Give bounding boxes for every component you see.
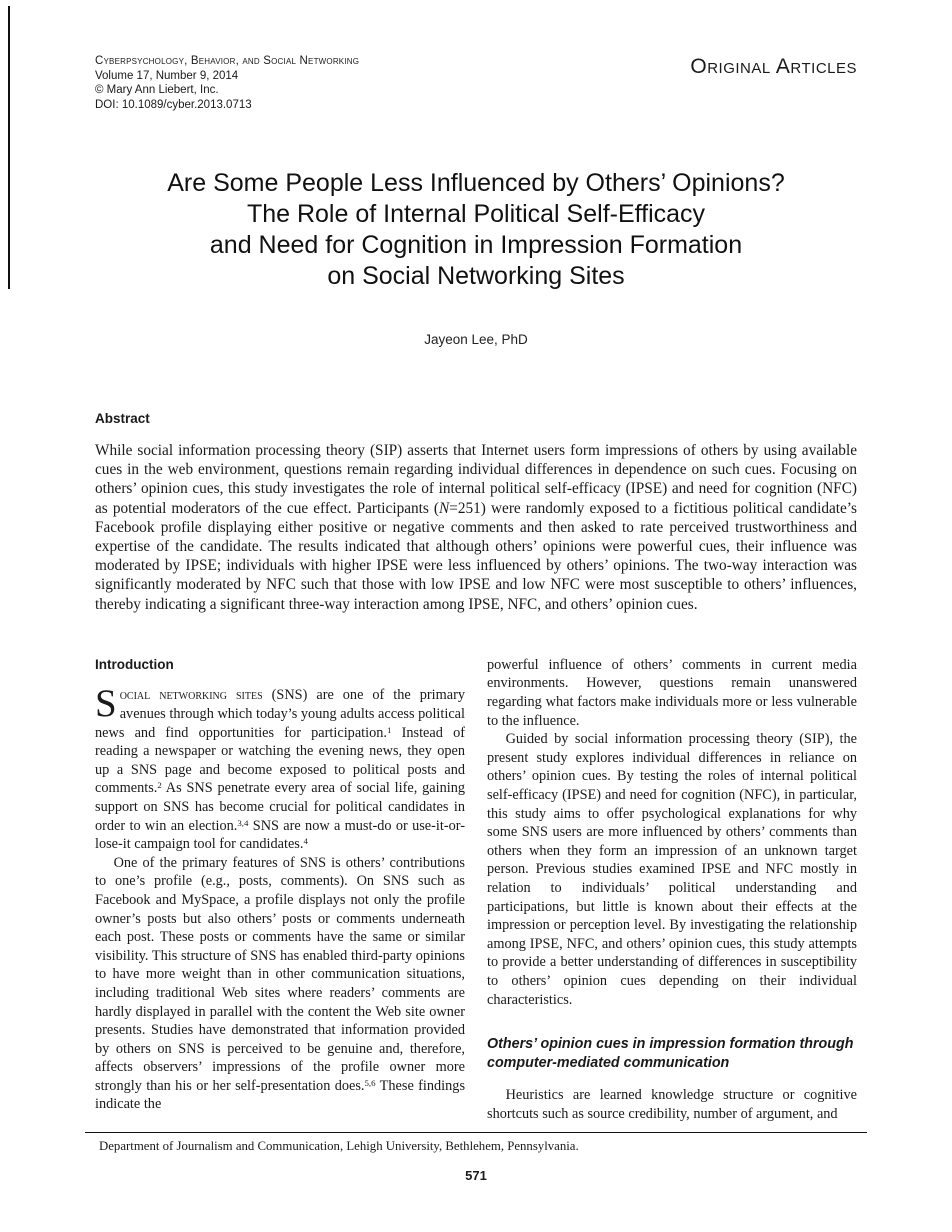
journal-doi: DOI: 10.1089/cyber.2013.0713 bbox=[95, 98, 252, 111]
intro-p1-segment-3: As SNS penetrate every area of social life, gaining support on SNS has become crucial for political candidates in order to win an election. bbox=[95, 780, 465, 834]
intro-p1-segment-2: Instead of reading a newspaper or watching the evening news, they open up a SNS page and become exposed to political posts and comments. bbox=[95, 724, 466, 797]
subsection-heading: Others’ opinion cues in impression formation through computer-mediated communication bbox=[487, 1036, 854, 1071]
right-paragraph-2: Guided by social information processing theory (SIP), the present study explores individual differences in reliance on others’ opinion cues. By testing the roles of internal political self-efficacy (IPSE) and need for cognition (NFC), in particular, this study aims to offer psychological explanations for why some SNS users are more influenced by others’ comments than others when they form an impression of an unknown target person. Previous studies examined IPSE and NFC mostly in relation to individuals’ political understanding and participations, but little is known about their effects at the impression or perception level. By investigating the relationship among IPSE, NFC, and others’ opinion cues, this study attempts to provide a better understanding of differences in susceptibility to others’ opinion cues depending on their individual characteristics. bbox=[487, 731, 857, 1008]
column-left bbox=[95, 656, 465, 1124]
author-affiliation: Department of Journalism and Communication, Lehigh University, Bethlehem, Pennsylvania. bbox=[99, 1139, 579, 1153]
intro-paragraph-1 bbox=[95, 682, 466, 853]
page-footer bbox=[85, 1132, 867, 1183]
page-header bbox=[95, 54, 857, 112]
intro-p1-segment-1: (SNS) are one of the primary avenues through which today’s young adults access political news and find opportunities for participation. bbox=[95, 687, 465, 741]
title-line-1: Are Some People Less Influenced by Others’ Opinions? bbox=[167, 169, 785, 197]
column-right bbox=[487, 656, 857, 1124]
journal-volume: Volume 17, Number 9, 2014 bbox=[95, 69, 239, 82]
sample-size-variable: N bbox=[439, 499, 450, 517]
title-line-4: on Social Networking Sites bbox=[327, 262, 625, 290]
intro-p1-segment-4: SNS are now a must-do or use-it-or-lose-it campaign tool for candidates. bbox=[95, 817, 465, 853]
scan-artifact-line bbox=[8, 6, 10, 289]
abstract-heading: Abstract bbox=[95, 411, 150, 426]
abstract-text bbox=[95, 441, 857, 614]
reference-superscript: 5,6 bbox=[364, 1077, 376, 1088]
small-caps-phrase: ocial networking sites bbox=[119, 687, 263, 704]
reference-superscript: 1 bbox=[386, 724, 392, 735]
reference-superscript: 4 bbox=[303, 836, 308, 847]
right-paragraph-3: Heuristics are learned knowledge structure or cognitive shortcuts such as source credibility, number of argument, and bbox=[487, 1087, 857, 1122]
title-line-2: The Role of Internal Political Self-Efficacy bbox=[246, 200, 706, 228]
section-label: Original Articles bbox=[690, 55, 857, 78]
right-paragraph-1: powerful influence of others’ comments in current media environments. However, questions remain unanswered regarding what factors make individuals more or less vulnerable to the influence. bbox=[487, 656, 857, 729]
journal-copyright: © Mary Ann Liebert, Inc. bbox=[95, 84, 219, 96]
journal-name: Cyberpsychology, Behavior, and Social Networking bbox=[95, 55, 360, 67]
title-line-3: and Need for Cognition in Impression Formation bbox=[209, 231, 743, 259]
introduction-heading: Introduction bbox=[95, 656, 174, 672]
drop-cap: S bbox=[95, 682, 117, 726]
article-title bbox=[95, 168, 857, 292]
reference-superscript: 3,4 bbox=[237, 817, 249, 828]
body-columns bbox=[95, 656, 857, 1124]
reference-superscript: 2 bbox=[157, 780, 162, 791]
page-number: 571 bbox=[465, 1168, 487, 1183]
intro-paragraph-2 bbox=[95, 854, 465, 1114]
abstract-segment-1: While social information processing theory (SIP) asserts that Internet users form impressions of others by using available cues in the web environment, questions remain regarding individual differences in dependence on such cues. Focusing on others’ opinion cues, this study investigates the role of internal political self-efficacy (IPSE) and need for cognition (NFC) as potential moderators of the cue effect. Participants ( bbox=[95, 442, 857, 517]
footnote-divider bbox=[85, 1132, 867, 1133]
author-name: Jayeon Lee, PhD bbox=[424, 332, 528, 347]
abstract-segment-2: =251) were randomly exposed to a fictitious political candidate’s Facebook profile displaying either positive or negative comments and then asked to rate perceived trustworthiness and expertise of the candidate. The results indicated that although others’ opinions were powerful cues, their influence was moderated by IPSE; individuals with higher IPSE were less influenced by others’ opinions. The two-way interaction was significantly moderated by NFC such that those with low IPSE and low NFC were most susceptible to others’ influences, thereby indicating a significant three-way interaction among IPSE, NFC, and others’ opinion cues. bbox=[95, 499, 857, 613]
intro-p2-segment-1: One of the primary features of SNS is others’ contributions to one’s profile (e.g., posts, comments). On SNS such as Facebook and MySpace, a profile displays not only the profile owner’s posts but also others’ posts or comments underneath each post. These posts or comments have the same or similar visibility. This structure of SNS has enabled third-party opinions to have more weight than in other communication situations, including traditional Web sites where readers’ comments are hardly displayed in parallel with the content the Web site owner presents. Studies have demonstrated that information provided by others on SNS is perceived to be genuine and, therefore, affects observers’ impressions of the profile owner more strongly than his or her self-presentation does. bbox=[95, 854, 465, 1094]
journal-meta-block bbox=[95, 54, 359, 112]
intro-p2-segment-2: These findings indicate the bbox=[95, 1077, 466, 1113]
